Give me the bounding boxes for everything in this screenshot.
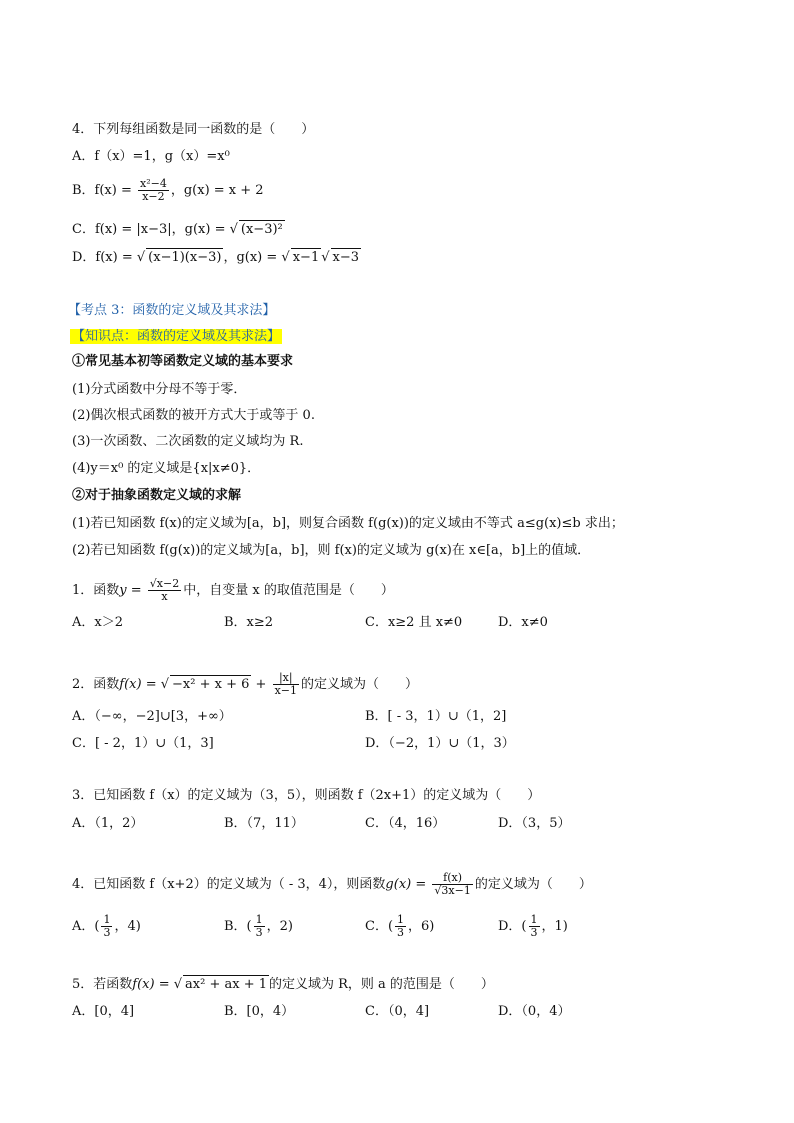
sqrt-symbol: √	[229, 222, 238, 237]
p5-radicand: ax² + ax + 1	[185, 977, 267, 992]
q4-option-b-prefix: B．f(x) =	[72, 183, 136, 198]
section-title: 【考点 3：函数的定义域及其求法】	[68, 303, 276, 318]
q4-option-b-fraction	[138, 178, 169, 203]
p4-b-left: B．(	[224, 919, 252, 934]
q4-option-d-radicand-1: (x−1)(x−3)	[148, 250, 222, 265]
p5-option-d: D．（0，4）	[498, 1004, 571, 1019]
p1-option-b: B．x≥2	[224, 615, 274, 630]
p1-stem-suffix: 中，自变量 x 的取值范围是（ ）	[183, 583, 394, 598]
p4-d-den: 3	[530, 926, 538, 939]
p4-d-right: ，1)	[541, 919, 568, 934]
p2-stem-prefix: 2．函数	[72, 677, 120, 692]
p4-a-num: 1	[103, 913, 111, 926]
p2-f-eq: f(x) =	[119, 677, 161, 692]
p4-numerator: f(x)	[432, 872, 472, 885]
p1-stem	[72, 578, 394, 603]
p1-stem-prefix: 1．函数	[72, 583, 120, 598]
q4-option-d-mid: ，g(x) =	[223, 250, 282, 265]
p4-a-left: A．(	[72, 919, 100, 934]
p4-d-num: 1	[530, 913, 538, 926]
p2-numerator: |x|	[273, 672, 299, 685]
p4-c-right: ，6)	[408, 919, 435, 934]
sqrt-symbol: √	[321, 250, 330, 265]
q4-stem: 4．下列每组函数是同一函数的是（ ）	[72, 122, 315, 137]
sqrt-symbol: √	[281, 250, 290, 265]
p4-b-fraction	[254, 914, 265, 939]
knowledge-point-highlight: 【知识点：函数的定义域及其求法】	[72, 329, 281, 344]
p2-plus: +	[251, 677, 271, 692]
p2-fraction	[273, 672, 299, 697]
sqrt-symbol: √	[136, 250, 146, 265]
p5-f-eq: f(x) =	[132, 977, 174, 992]
p4-c-fraction	[395, 914, 406, 939]
p5-option-c: C．（0，4]	[365, 1004, 430, 1019]
q4-option-c-radicand: (x−3)²	[240, 222, 283, 237]
p4-c-num: 1	[397, 913, 405, 926]
p4-a-den: 3	[103, 926, 111, 939]
p2-option-a: A．（−∞，−2]∪[3，+∞）	[72, 709, 232, 724]
p3-option-a: A．（1，2）	[72, 816, 144, 831]
p4-g-eq: g(x) =	[385, 877, 431, 892]
q4-b-denominator: x−2	[142, 190, 165, 203]
p3-option-d: D．（3，5）	[498, 816, 571, 831]
p4-stem-prefix: 4．已知函数 f（x+2）的定义域为（ - 3，4），则函数	[72, 877, 386, 892]
q4-option-c	[72, 220, 285, 239]
sqrt-symbol: √	[173, 977, 183, 992]
p1-denominator: x	[161, 590, 168, 603]
p5-option-b: B．[0，4）	[224, 1004, 295, 1019]
p4-d-left: D．(	[498, 919, 527, 934]
p4-b-right: ，2)	[266, 919, 293, 934]
p2-denominator: x−1	[274, 684, 297, 697]
p5-option-a: A．[0，4]	[72, 1004, 135, 1019]
rule-4: (4)y＝x⁰ 的定义域是{x|x≠0}．	[72, 461, 261, 476]
q4-b-numerator: x²−4	[140, 177, 167, 190]
p2-option-c: C．[ - 2，1）∪（1，3]	[72, 736, 214, 751]
p4-option-b	[224, 914, 293, 939]
p5-stem-suffix: 的定义域为 R，则 a 的范围是（ ）	[269, 977, 494, 992]
p4-c-left: C．(	[365, 919, 394, 934]
p2-stem	[72, 672, 418, 697]
rule-5: (1)若已知函数 f(x)的定义域为[a，b]，则复合函数 f(g(x))的定义域由不等式 a≤g(x)≤b 求出；	[72, 516, 624, 531]
p2-stem-suffix: 的定义域为（ ）	[300, 677, 418, 692]
rule-3: (3)一次函数、二次函数的定义域均为 R.	[72, 434, 304, 449]
p2-radicand: −x² + x + 6	[172, 677, 250, 692]
q4-option-d	[72, 248, 361, 267]
p4-option-c	[365, 914, 434, 939]
sqrt-symbol: √	[160, 677, 170, 692]
q4-option-d-prefix: D．f(x) =	[72, 250, 137, 265]
p4-denominator: √3x−1	[434, 884, 471, 897]
p1-fraction	[148, 578, 181, 603]
p4-c-den: 3	[397, 926, 405, 939]
p4-d-fraction	[529, 914, 540, 939]
p3-option-b: B．（7，11）	[224, 816, 304, 831]
p4-stem-suffix: 的定义域为（ ）	[474, 877, 592, 892]
q4-option-d-radicand-2: x−1	[292, 250, 320, 265]
p5-stem-prefix: 5．若函数	[72, 977, 133, 992]
knowledge-point-heading	[70, 328, 282, 346]
p4-a-right: ，4)	[114, 919, 141, 934]
rule-2: (2)偶次根式函数的被开方式大于或等于 0.	[72, 408, 315, 423]
p4-fraction	[432, 872, 472, 897]
p5-stem	[72, 975, 494, 994]
p1-numerator: √x−2	[149, 577, 180, 590]
p4-b-num: 1	[255, 913, 263, 926]
p4-option-d	[498, 914, 568, 939]
p3-stem: 3．已知函数 f（x）的定义域为（3，5），则函数 f（2x+1）的定义域为（ ）	[72, 788, 541, 803]
q4-option-c-prefix: C．f(x) = |x−3|，g(x) =	[72, 222, 230, 237]
rule-6: (2)若已知函数 f(g(x))的定义域为[a，b]，则 f(x)的定义域为 g(x)在 x∈[a，b]上的值域．	[72, 543, 591, 558]
p2-option-b: B．[ - 3，1）∪（1，2]	[365, 709, 507, 724]
p1-option-d: D．x≠0	[498, 615, 548, 630]
p2-option-d: D．（−2，1）∪（1，3）	[365, 736, 515, 751]
rule-1: (1)分式函数中分母不等于零．	[72, 382, 247, 397]
p3-option-c: C．（4，16）	[365, 816, 446, 831]
p4-option-a	[72, 914, 141, 939]
subheading-basic-requirements: ①常见基本初等函数定义域的基本要求	[72, 354, 294, 369]
p4-b-den: 3	[255, 926, 263, 939]
subheading-abstract-functions: ②对于抽象函数定义域的求解	[72, 488, 242, 503]
p1-option-a: A．x＞2	[72, 615, 123, 630]
q4-option-d-radicand-3: x−3	[332, 250, 360, 265]
p4-a-fraction	[101, 914, 112, 939]
p1-option-c: C．x≥2 且 x≠0	[365, 615, 463, 630]
p1-y-eq: y =	[119, 583, 146, 598]
q4-option-b	[72, 178, 264, 203]
p4-stem	[72, 872, 592, 897]
q4-option-a: A．f（x）=1，g（x）=x⁰	[72, 149, 230, 164]
q4-option-b-suffix: ，g(x) = x + 2	[170, 183, 264, 198]
